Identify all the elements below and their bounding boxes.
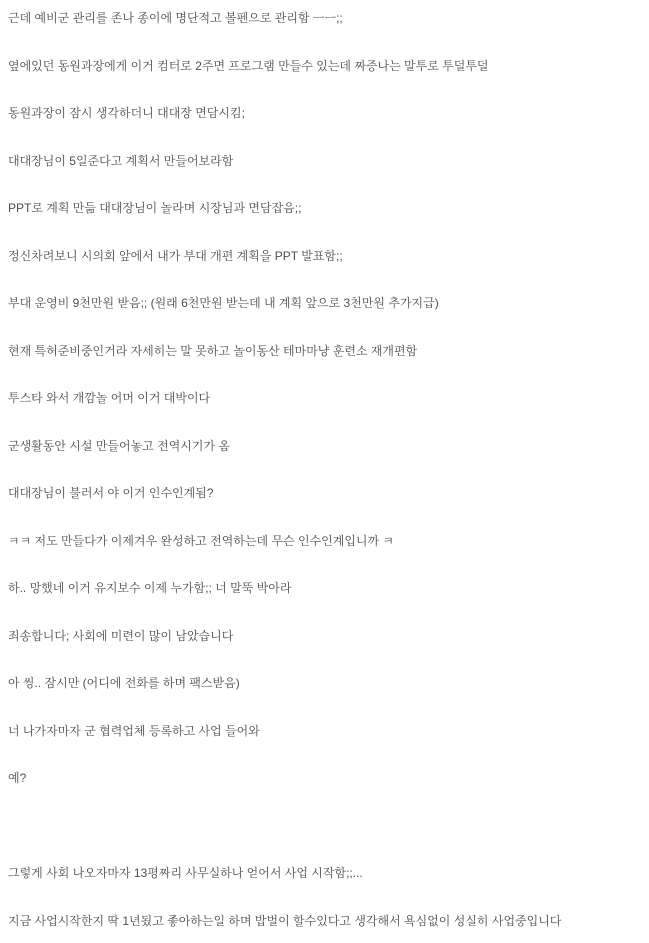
post-line: ㅋㅋ 저도 만들다가 이제겨우 완성하고 전역하는데 무슨 인수인계입니까 ㅋ [8,533,395,548]
paragraph-gap [8,814,649,862]
post-line: 대대장님이 불러서 야 이거 인수인계됨? [8,486,214,500]
post-line: 동원과장이 잠시 생각하더니 대대장 면담시킴; [8,106,245,120]
post-line: 현재 특허준비중인거라 자세히는 말 못하고 놀이동산 테마마냥 훈련소 재개편함 [8,343,418,358]
post-line: PPT로 계획 만듦 대대장님이 놀라며 시장님과 면담잡음;; [8,201,302,215]
post-line: 아 씽.. 잠시만 (어디에 전화를 하며 팩스받음) [8,676,240,690]
post-line: 그렇게 사회 나오자마자 13평짜리 사무실하나 얻어서 사업 시작함;;... [8,866,363,880]
post-line: 투스타 와서 개깜놀 어머 이거 대박이다 [8,391,211,405]
post-line: 대대장님이 5일준다고 계획서 만들어보라함 [8,153,234,168]
post-line: 부대 운영비 9천만원 받음;; (원래 6천만원 받는데 내 계획 앞으로 3천만원 추가지급) [8,296,439,310]
post-line: 지금 사업시작한지 딱 1년됬고 좋아하는일 하며 밥벌이 할수있다고 생각해서 욕심없이 성실히 사업중입니다 [8,913,562,928]
post-line: 하.. 망했네 이거 유지보수 이제 누가함;; 너 말뚝 박아라 [8,581,292,595]
post-line: 정신차려보니 시의회 앞에서 내가 부대 개편 계획을 PPT 발표함;; [8,248,343,263]
post-line: 너 나가자마자 군 협력업체 등록하고 사업 들어와 [8,723,260,738]
post-line: 군생활동안 시설 만들어놓고 전역시기가 옴 [8,438,230,453]
post-line: 예? [8,771,27,785]
post-line: 근데 예비군 관리를 존나 종이에 명단적고 볼펜으로 관리함 ㅡㅡ;; [8,11,343,25]
post-line: 죄송합니다; 사회에 미련이 많이 남았습니다 [8,628,234,643]
post-line: 옆에있던 동원과장에게 이거 컴터로 2주면 프로그램 만들수 있는데 짜증나는 말투로 투덜투덜 [8,58,489,73]
